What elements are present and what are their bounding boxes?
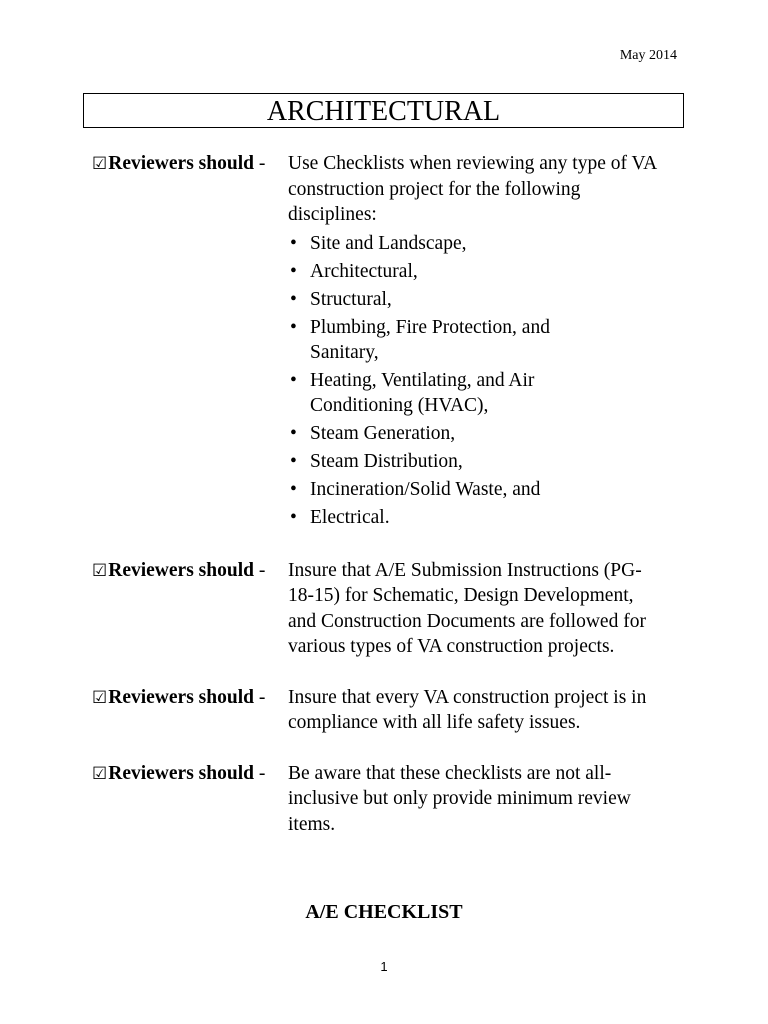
list-item-text: Plumbing, Fire Protection, and Sanitary, [310, 316, 550, 363]
list-item [288, 449, 658, 474]
guidance-item [92, 558, 692, 660]
list-item [288, 421, 658, 446]
reviewer-guidance [92, 151, 692, 862]
checked-box-icon: ☑ [92, 154, 108, 174]
list-item-text: Heating, Ventilating, and Air Conditioning (HVAC), [310, 369, 535, 416]
bullet-dot-icon: • [290, 478, 297, 500]
guidance-text: Use Checklists when reviewing any type of VA construction project for the following disciplines: [288, 153, 657, 225]
list-item-text: Electrical. [310, 506, 390, 528]
list-item-text: Site and Landscape, [310, 232, 467, 254]
section-title [83, 93, 684, 128]
guidance-lead-label: Reviewers should [108, 559, 254, 581]
list-item-text: Architectural, [310, 260, 418, 282]
guidance-lead [92, 151, 288, 533]
guidance-lead [92, 558, 288, 660]
list-item [288, 477, 658, 502]
discipline-list [288, 231, 658, 530]
checklist-heading: A/E CHECKLIST [305, 901, 463, 923]
guidance-body [288, 685, 658, 736]
bullet-dot-icon: • [290, 450, 297, 472]
guidance-item [92, 761, 692, 838]
guidance-text: Insure that A/E Submission Instructions (PG-18-15) for Schematic, Design Development, and Construction Documents are followed for various types of VA construction projects. [288, 559, 646, 657]
list-item-text: Steam Distribution, [310, 450, 463, 472]
guidance-item [92, 151, 692, 533]
list-item [288, 505, 658, 530]
list-item-text: Incineration/Solid Waste, and [310, 478, 541, 500]
guidance-lead [92, 685, 288, 736]
bullet-dot-icon: • [290, 422, 297, 444]
list-item [288, 231, 658, 256]
guidance-separator: - [253, 762, 266, 784]
list-item-text: Steam Generation, [310, 422, 456, 444]
guidance-separator: - [253, 153, 266, 174]
guidance-body [288, 761, 658, 838]
guidance-text: Insure that every VA construction project is in compliance with all life safety issues. [288, 686, 647, 733]
bullet-dot-icon: • [290, 232, 297, 254]
document-date: May 2014 [619, 48, 677, 63]
checked-box-icon: ☑ [92, 687, 108, 708]
guidance-body [288, 558, 658, 660]
checked-box-icon: ☑ [92, 763, 108, 784]
bullet-dot-icon: • [290, 506, 297, 528]
guidance-separator: - [253, 559, 266, 581]
list-item [288, 259, 658, 284]
guidance-text: Be aware that these checklists are not all-inclusive but only provide minimum review items. [288, 762, 631, 835]
list-item-text: Structural, [310, 288, 392, 310]
bullet-dot-icon: • [290, 260, 297, 282]
list-item [288, 287, 658, 312]
guidance-lead-label: Reviewers should [108, 686, 254, 708]
guidance-body [288, 151, 658, 533]
list-item [288, 315, 658, 365]
guidance-separator: - [253, 686, 266, 708]
guidance-lead-label: Reviewers should [108, 762, 254, 784]
bullet-dot-icon: • [290, 316, 297, 338]
section-title-text: ARCHITECTURAL [266, 96, 501, 127]
guidance-lead [92, 761, 288, 838]
checked-box-icon: ☑ [92, 560, 108, 581]
page-number: 1 [380, 959, 388, 974]
bullet-dot-icon: • [290, 369, 297, 391]
list-item [288, 368, 658, 418]
bullet-dot-icon: • [290, 288, 297, 310]
guidance-lead-label: Reviewers should [108, 153, 254, 174]
guidance-item [92, 685, 692, 736]
